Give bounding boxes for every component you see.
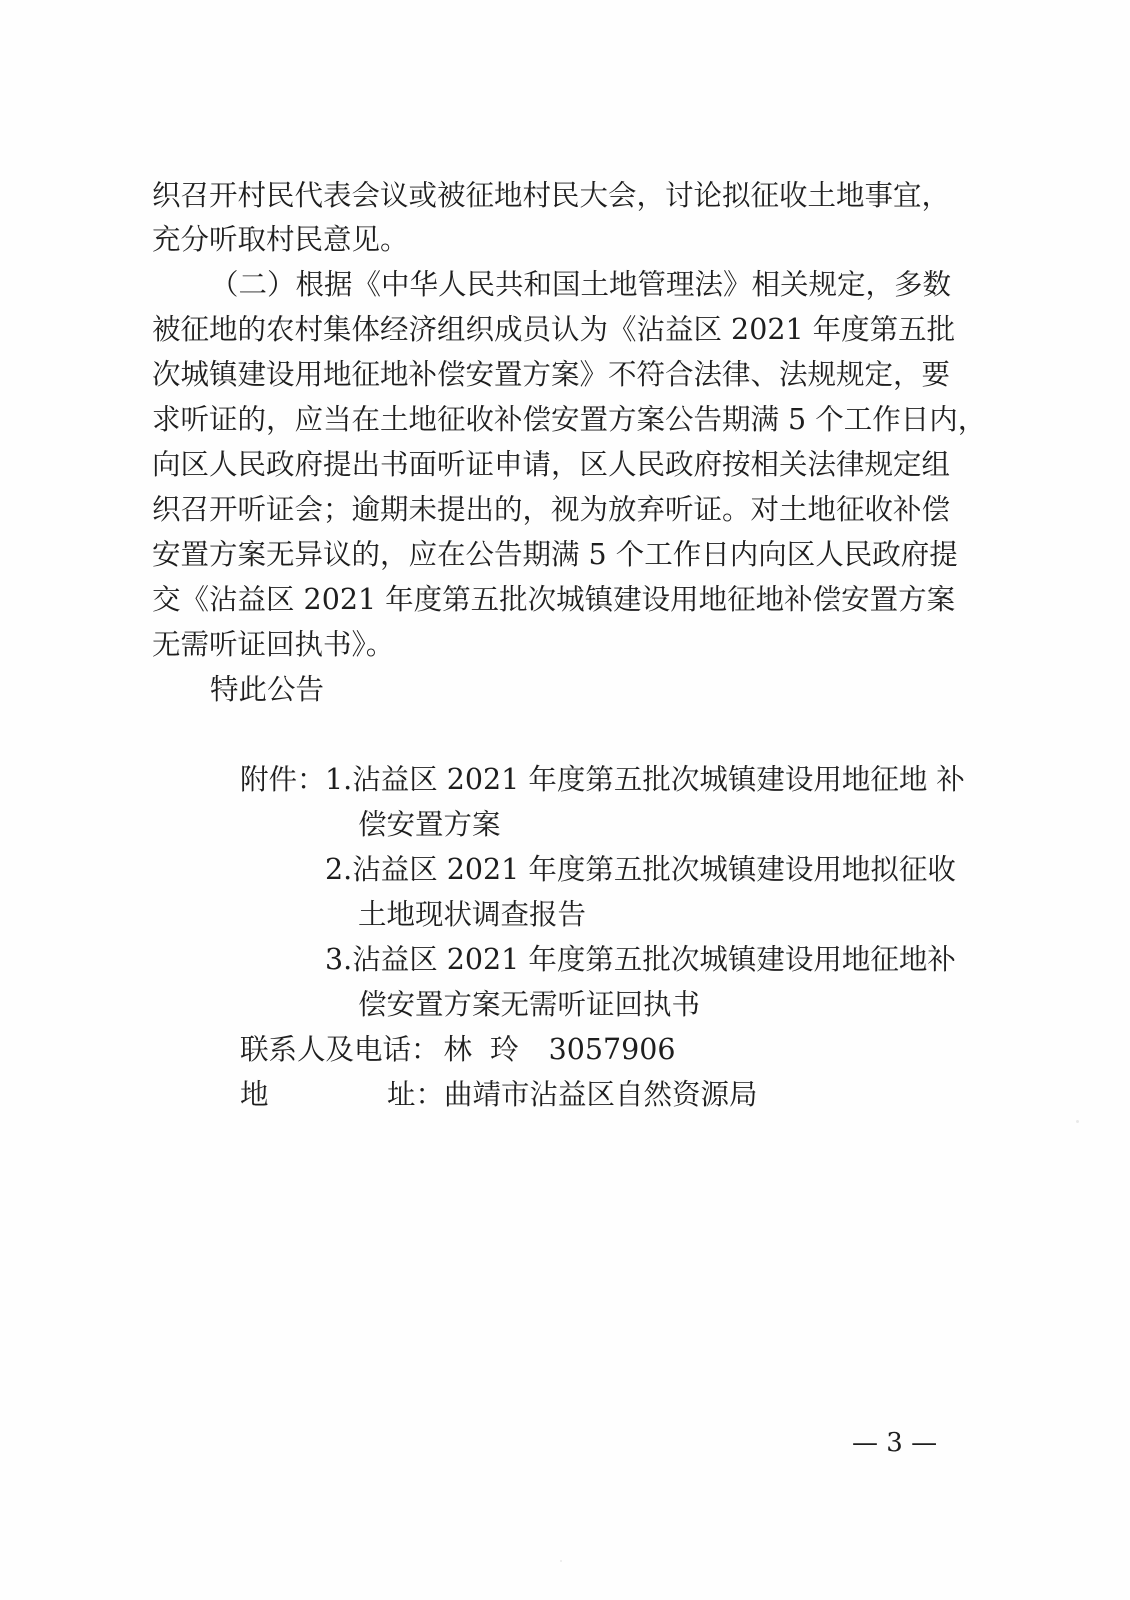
body-text-line-5: 次城镇建设用地征地补偿安置方案》不符合法律、法规规定，要 — [152, 358, 951, 391]
address-label-left — [240, 1075, 269, 1115]
attachment-2-text-2: 土地现状调查报告 — [358, 898, 587, 931]
attachment-2-line-1 — [325, 850, 956, 890]
body-text-line-3: （二）根据《中华人民共和国土地管理法》相关规定，多数 — [210, 268, 952, 301]
body-line-2 — [152, 220, 409, 260]
contact-phone: 3057906 — [548, 1033, 676, 1066]
scan-speck — [560, 1560, 562, 1562]
attachment-2-text-1: 2.沾益区 2021 年度第五批次城镇建设用地拟征收 — [325, 853, 956, 886]
attachment-2-line-2 — [358, 895, 586, 935]
contact-label: 联系人及电话： — [240, 1033, 440, 1066]
closing-text: 特此公告 — [210, 673, 325, 706]
attachment-1-line-2 — [358, 805, 501, 845]
attachment-3-line-2 — [358, 985, 700, 1025]
body-text-line-1: 织召开村民代表会议或被征地村民大会，讨论拟征收土地事宜， — [152, 179, 951, 212]
address-label-right: 址： — [387, 1078, 445, 1111]
attachment-3-text-1: 3.沾益区 2021 年度第五批次城镇建设用地征地补 — [325, 943, 956, 976]
body-line-4 — [152, 310, 955, 350]
body-line-9 — [152, 535, 958, 575]
contact-name: 林 玲 — [443, 1033, 519, 1066]
attachment-1-text-1: 1.沾益区 2021 年度第五批次城镇建设用地征地 补 — [325, 763, 965, 796]
body-text-line-11: 无需听证回执书》。 — [152, 628, 395, 661]
closing-line — [210, 670, 324, 710]
address-label-left-text: 地 — [240, 1078, 269, 1111]
attachment-1-line-1 — [325, 760, 965, 800]
body-text-line-8: 织召开听证会；逾期未提出的，视为放弃听证。对土地征收补偿 — [152, 493, 951, 526]
attachments-label — [240, 760, 326, 800]
page-number: — 3 — — [852, 1428, 938, 1458]
body-line-7 — [152, 445, 950, 485]
body-text-line-4: 被征地的农村集体经济组织成员认为《沾益区 2021 年度第五批 — [152, 313, 956, 346]
attachment-3-text-2: 偿安置方案无需听证回执书 — [358, 988, 701, 1021]
attachments-label-text: 附件： — [240, 763, 326, 796]
body-line-5 — [152, 355, 950, 395]
body-text-line-7: 向区人民政府提出书面听证申请，区人民政府按相关法律规定组 — [152, 448, 951, 481]
attachment-1-text-2: 偿安置方案 — [358, 808, 501, 841]
body-line-6 — [152, 400, 986, 440]
attachment-3-line-1 — [325, 940, 956, 980]
body-line-10 — [152, 580, 955, 620]
body-text-line-10: 交《沾益区 2021 年度第五批次城镇建设用地征地补偿安置方案 — [152, 583, 956, 616]
address-line — [387, 1075, 758, 1115]
address-value: 曲靖市沾益区自然资源局 — [444, 1078, 758, 1111]
scan-speck — [1076, 1120, 1079, 1123]
body-line-11 — [152, 625, 394, 665]
body-text-line-9: 安置方案无异议的，应在公告期满 5 个工作日内向区人民政府提 — [152, 538, 958, 571]
body-line-3 — [210, 265, 970, 305]
body-text-line-6: 求听证的，应当在土地征收补偿安置方案公告期满 5 个工作日内， — [152, 403, 987, 436]
body-line-1 — [152, 176, 968, 216]
body-line-8 — [152, 490, 950, 530]
body-text-line-2: 充分听取村民意见。 — [152, 223, 409, 256]
contact-line — [240, 1030, 676, 1070]
